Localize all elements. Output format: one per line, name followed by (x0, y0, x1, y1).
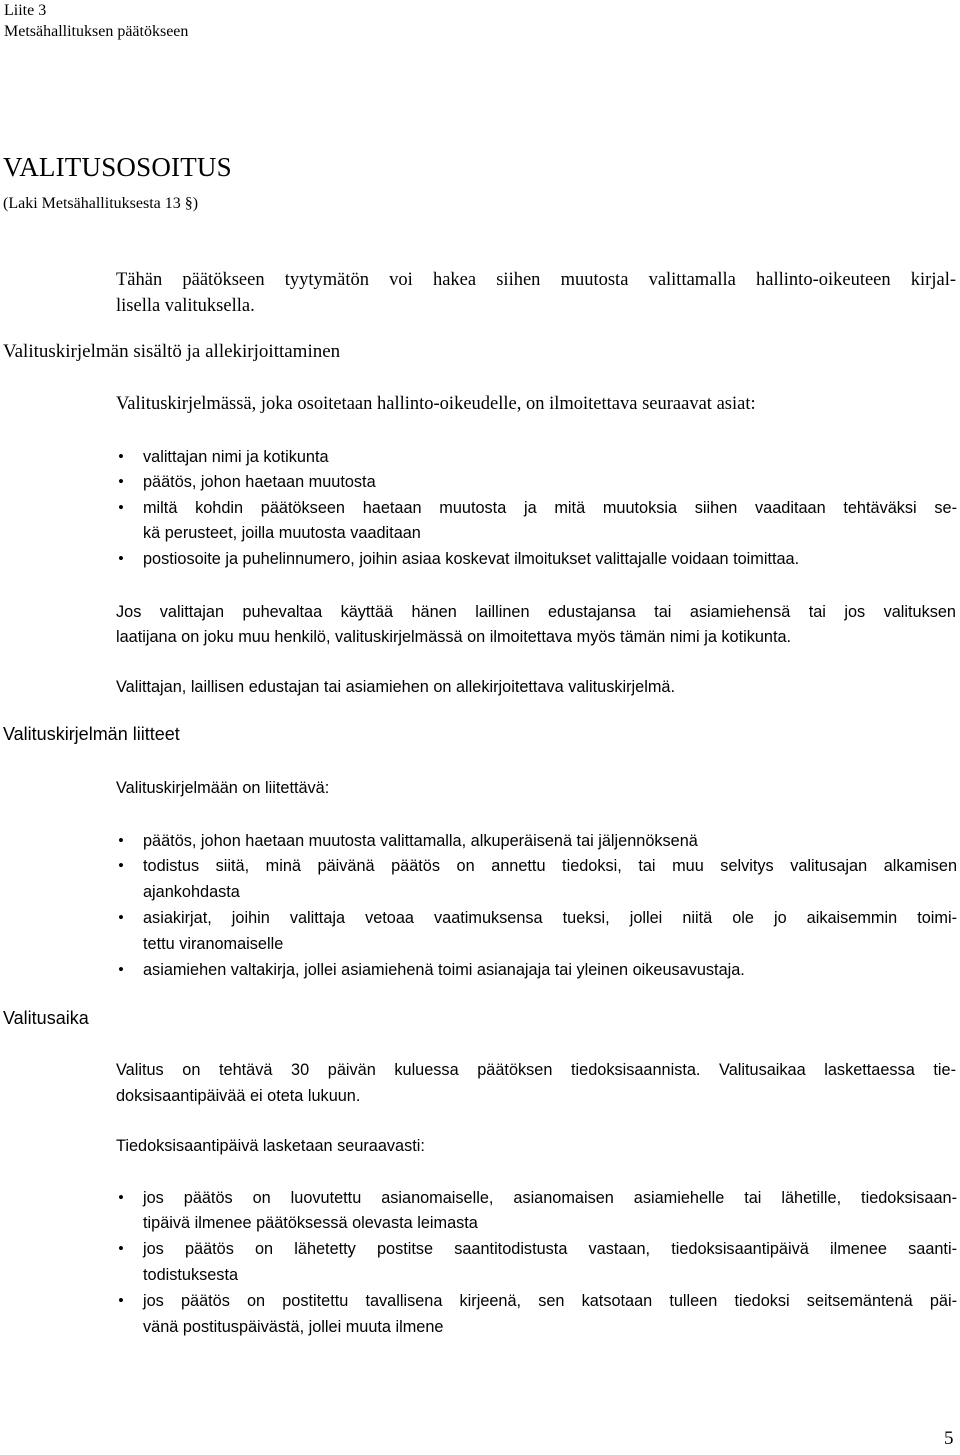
list-item-continuation: vänä postituspäivästä, jollei muuta ilmene (143, 1318, 444, 1336)
attachment-label: Liite 3 (4, 2, 47, 19)
bullet-icon: • (118, 1239, 124, 1258)
section-heading-contents: Valituskirjelmän sisältö ja allekirjoittaminen (3, 341, 341, 362)
section1-paragraph-2: Valittajan, laillisen edustajan tai asiamiehen on allekirjoitettava valituskirjelmä. (116, 678, 675, 696)
bullet-icon: • (118, 498, 124, 517)
section-heading-attachments: Valituskirjelmän liitteet (3, 724, 180, 744)
list-item-continuation: todistuksesta (143, 1266, 239, 1284)
section3-paragraph-line-2: doksisaantipäivää ei oteta lukuun. (116, 1087, 361, 1105)
page-number: 5 (944, 1428, 954, 1449)
attachment-reference: Metsähallituksen päätökseen (4, 23, 189, 40)
page-title: VALITUSOSOITUS (3, 152, 232, 182)
list-item-continuation: tettu viranomaiselle (143, 935, 284, 953)
bullet-icon: • (118, 549, 124, 568)
list-item-continuation: kä perusteet, joilla muutosta vaaditaan (143, 524, 421, 542)
bullet-icon: • (118, 831, 124, 850)
bullet-icon: • (118, 1188, 124, 1207)
list-item-continuation: tipäivä ilmenee päätöksessä olevasta leimasta (143, 1214, 478, 1232)
bullet-icon: • (118, 856, 124, 875)
section3-paragraph-line-1: Valitus on tehtävä 30 päivän kuluessa päätöksen tiedoksisaannista. Valitusaikaa laskettaessa tie- (116, 1061, 956, 1079)
list-item: jos päätös on lähetetty postitse saantitodistusta vastaan, tiedoksisaantipäivä ilmenee saanti- (143, 1240, 957, 1258)
list-item: jos päätös on luovutettu asianomaiselle, asianomaisen asiamiehelle tai lähetille, tiedoksisaan- (143, 1189, 957, 1207)
page-subtitle: (Laki Metsähallituksesta 13 §) (3, 195, 199, 212)
bullet-icon: • (118, 1291, 124, 1310)
section-heading-appeal-period: Valitusaika (3, 1008, 89, 1028)
section1-lead: Valituskirjelmässä, joka osoitetaan hallinto-oikeudelle, on ilmoitettava seuraavat asiat: (116, 394, 756, 414)
section3-lead: Tiedoksisaantipäivä lasketaan seuraavasti: (116, 1137, 425, 1155)
section1-paragraph-1-line-2: laatijana on joku muu henkilö, valituskirjelmässä on ilmoitettava myös tämän nimi ja kotikunta. (116, 628, 792, 646)
list-item: jos päätös on postitettu tavallisena kirjeenä, sen katsotaan tulleen tiedoksi seitsemäntenä päi- (143, 1292, 957, 1310)
list-item-continuation: ajankohdasta (143, 883, 240, 901)
intro-line-2: lisella valituksella. (116, 296, 255, 316)
bullet-icon: • (118, 960, 124, 979)
list-item: päätös, johon haetaan muutosta valittamalla, alkuperäisenä tai jäljennöksenä (143, 832, 698, 850)
bullet-icon: • (118, 447, 124, 466)
list-item: todistus siitä, minä päivänä päätös on annettu tiedoksi, tai muu selvitys valitusajan alkamisen (143, 857, 957, 875)
section1-paragraph-1-line-1: Jos valittajan puhevaltaa käyttää hänen laillinen edustajansa tai asiamiehensä tai jos valituksen (116, 603, 956, 621)
section2-lead: Valituskirjelmään on liitettävä: (116, 779, 330, 797)
list-item: päätös, johon haetaan muutosta (143, 473, 376, 491)
list-item: asiamiehen valtakirja, jollei asiamiehenä toimi asianajaja tai yleinen oikeusavustaja. (143, 961, 745, 979)
list-item: miltä kohdin päätökseen haetaan muutosta ja mitä muutoksia siihen vaaditaan tehtäväksi se- (143, 499, 957, 517)
list-item: postiosoite ja puhelinnumero, joihin asiaa koskevat ilmoitukset valittajalle voidaan toimittaa. (143, 550, 800, 568)
list-item: valittajan nimi ja kotikunta (143, 448, 329, 466)
bullet-icon: • (118, 472, 124, 491)
list-item: asiakirjat, joihin valittaja vetoaa vaatimuksensa tueksi, jollei niitä ole jo aikaisemmin toimi- (143, 909, 957, 927)
bullet-icon: • (118, 908, 124, 927)
intro-line-1: Tähän päätökseen tyytymätön voi hakea siihen muutosta valittamalla hallinto-oikeuteen kirjal- (116, 270, 956, 290)
